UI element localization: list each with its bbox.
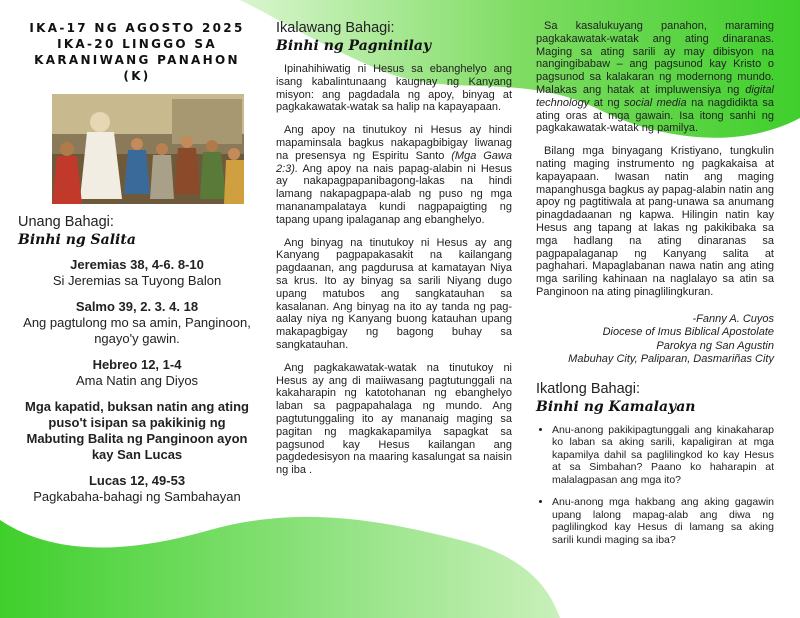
reading-text: Pagkabaha-bahagi ng Sambahayan — [33, 489, 241, 504]
reading-ref: Hebreo 12, 1-4 — [92, 357, 182, 372]
reading-text: Si Jeremias sa Tuyong Balon — [52, 273, 222, 288]
part2-title: Binhi ng Pagninilay — [276, 38, 432, 54]
signature-line: Mabuhay City, Paliparan, Dasmariñas City — [568, 353, 774, 366]
reading-2 — [18, 299, 256, 347]
bottom-wave — [0, 517, 560, 618]
text-run: na nagdidikta sa ating oras at mga gawain. Isa itong sanhi ng pagkakawatak-watak ng pamilya. — [536, 96, 775, 135]
date-line: IKA-20 LINGGO SA — [57, 37, 217, 51]
reflection-paragraph: Ang binyag na tinutukoy ni Hesus ay ang Kanyang pagpapakasakit na kailangang pagdaanan, ang pagdurusa at kamatayan Niya sa krus. Ito ay binyag sa sarili Niyang dugo upang matubos ang sangkatauhan sa kasalanan. Ang binyag na ito ay tanda ng pag-aalay niya ng Kanyang buong katauhan upang makapagbigay ng bagong buhay sa sangkatauhan. — [276, 236, 512, 351]
date-line: IKA-17 NG AGOSTO 2025 — [29, 21, 245, 35]
part1-title: Binhi ng Salita — [18, 232, 136, 248]
reflection-questions — [536, 424, 774, 547]
reading-ref: Jeremias 38, 4-6. 8-10 — [70, 257, 204, 272]
reflection-paragraph: Ang pagkakawatak-watak na tinutukoy ni Hesus ay ang di maiiwasang pagtutunggali na kakaharapin ng katotohanan ng ebanghelyo laban sa pagpapahalaga ng mundo. Ang pagtutunggaling ito ay mananaig maging sa pagitan ng magkakapamilya sapagkat sa pagsunod kay Hesus kailangan ang pagdedesisyon na maaring kasalungat sa naisin ng iba . — [276, 361, 512, 477]
date-line: (K) — [123, 69, 151, 83]
date-line: KARANIWANG PANAHON — [34, 53, 240, 67]
reading-3 — [18, 357, 256, 389]
list-item: • Anu-anong pakikipagtunggali ang kinakaharap ko laban sa aking sarili, kapaligiran at mga kapamilya dahil sa paglilingkod ko kay Hesus at sa Simbahan? Paano ko haharapin at malalagpasan ang mga ito? — [552, 424, 774, 487]
text-run: Sa kasalukuyang panahon, maraming pagkakawatak-watak ang ating dinaranas. Maging sa ating sarili ay may dibisyon na nangingibabaw – ang pagsunod kay Kristo o pagsunod sa kalakaran ng modernong mundo. Malakas ang hatak at impluwensiya ng — [536, 20, 774, 96]
list-item: • Anu-anong mga hakbang ang aking gagawin upang lalong mapag-alab ang diwa ng paglilingkod kay Hesus di lamang sa aking sarili kundi maging sa iba? — [552, 496, 774, 546]
reading-1 — [18, 257, 256, 289]
reading-text: Ang pagtulong mo sa amin, Panginoon, ngayo'y gawin. — [23, 315, 251, 346]
liturgical-date — [18, 20, 256, 84]
reading-ref: Lucas 12, 49-53 — [88, 473, 186, 488]
scripture-citation: (Mga Gawa 2:3). — [276, 149, 512, 175]
column-right — [536, 20, 774, 556]
column-middle — [276, 20, 512, 487]
part1-label: Unang Bahagi: — [18, 214, 114, 230]
gospel-reading — [18, 473, 256, 505]
reflection-paragraph: Bilang mga binyagang Kristiyano, tungkulin nating maging instrumento ng pagkakaisa at kapayapaan. Iwasan natin ang maging mapanghusga bagkus ay papag-alabin natin ang apoy ng pagtitiwala at pang-unawa sa anumang pinagdadaanan ng kapwa. Hilingin natin kay Hesus ang tapang at lakas ng pakikibaka sa mga hadlang na ating dinaranas sa pagpapalaganap ng Kanyang salita at paghahari. Mapaglabanan nawa natin ang ating mga sariling kahinaan na naglalayo sa atin sa Panginoon na ating pinaglilingkuran. — [536, 145, 774, 298]
text-run: at ng — [589, 96, 625, 109]
part2-label: Ikalawang Bahagi: — [276, 20, 395, 36]
reading-text: Ama Natin ang Diyos — [75, 373, 199, 388]
jesus-painting-icon — [52, 94, 244, 204]
text-run: digital technology — [536, 83, 774, 109]
signature-line: Diocese of Imus Biblical Apostolate — [602, 326, 774, 339]
column-left — [18, 20, 256, 515]
author-signature — [536, 313, 774, 367]
text-run: Ang apoy na tinutukoy ni Hesus ay hindi mapaminsala bagkus nakapagbibigay liwanag na presensya ng Espiritu Santo — [276, 124, 512, 162]
signature-line: Parokya ng San Agustin — [656, 339, 774, 352]
text-run: social media — [624, 96, 687, 109]
part3-label: Ikatlong Bahagi: — [536, 380, 640, 397]
reflection-paragraph: Ipinahihiwatig ni Hesus sa ebanghelyo ang isang kabalintunaang kaugnay ng Kanyang misyon: ang pagdadala ng apoy, binyag at pagkakawatak-watak sa halip na kapayapaan. — [276, 63, 512, 114]
gospel-intro: Mga kapatid, buksan natin ang ating puso't isipan sa pakikinig ng Mabuting Balita ng Panginoon ayon kay San Lucas — [25, 399, 249, 462]
text-run: Ang apoy na nais papag-alabin ni Hesus ay nakapagpapanibagong-lakas na hindi lamang nakapagpapa-alab ng puso ng mga mananampalataya kundi nagpapaigting ng tapang upang ipalaganap ang ebanghelyo. — [276, 162, 512, 226]
reading-ref: Salmo 39, 2. 3. 4. 18 — [75, 299, 199, 314]
part3-title: Binhi ng Kamalayan — [536, 398, 696, 415]
signature-line: -Fanny A. Cuyos — [692, 312, 774, 325]
reflection-paragraph — [276, 124, 512, 226]
reflection-paragraph — [536, 20, 774, 135]
